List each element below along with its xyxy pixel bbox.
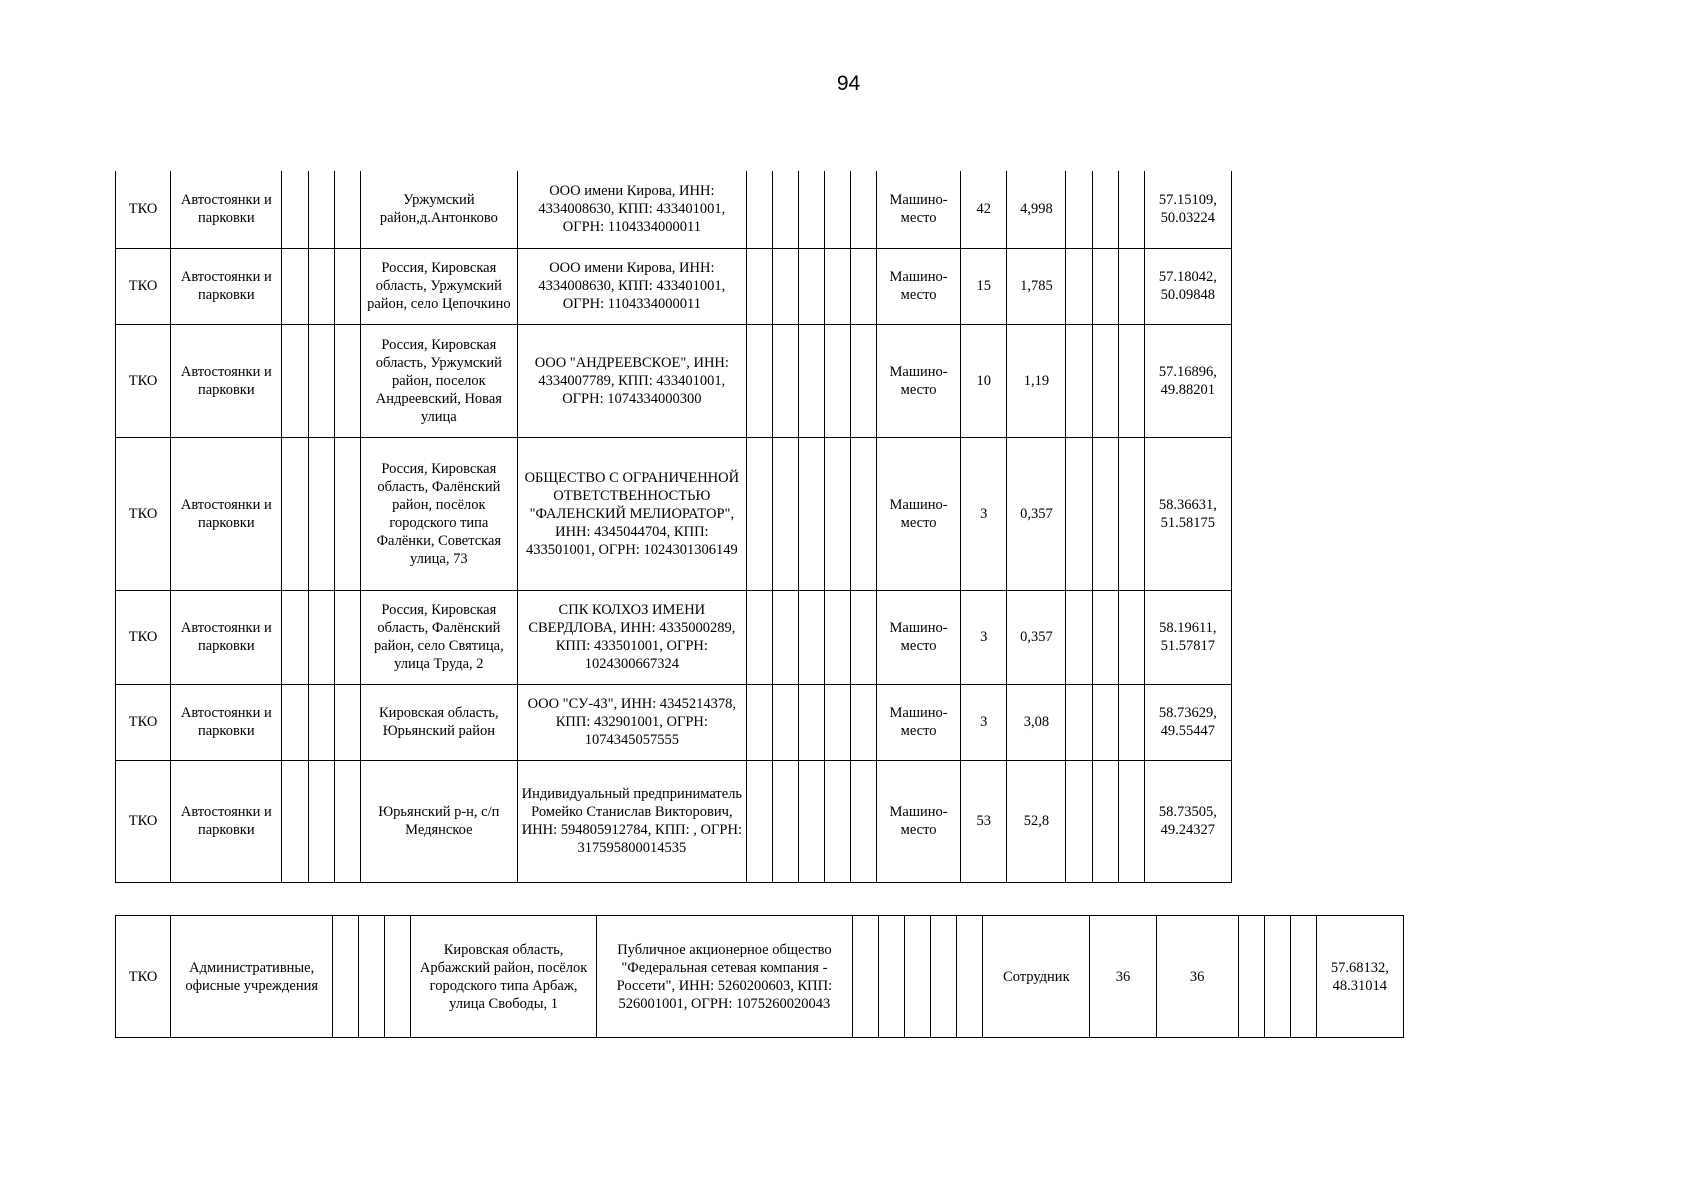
empty-cell xyxy=(824,684,850,760)
empty-cell xyxy=(824,324,850,437)
empty-cell xyxy=(282,684,308,760)
empty-cell xyxy=(746,760,772,882)
volume-cell: 0,357 xyxy=(1007,590,1066,684)
empty-cell xyxy=(1066,324,1092,437)
empty-cell xyxy=(798,171,824,248)
empty-cell xyxy=(1092,684,1118,760)
empty-cell xyxy=(1066,248,1092,324)
unit-cell: Сотрудник xyxy=(983,916,1090,1038)
source-type-cell: ТКО xyxy=(116,324,171,437)
empty-cell xyxy=(772,324,798,437)
coordinates-cell: 57.15109, 50.03224 xyxy=(1144,171,1231,248)
empty-cell xyxy=(1118,684,1144,760)
empty-cell xyxy=(772,248,798,324)
table-row xyxy=(116,684,1232,760)
empty-cell xyxy=(746,248,772,324)
empty-cell xyxy=(798,684,824,760)
empty-cell xyxy=(1092,324,1118,437)
empty-cell xyxy=(850,760,876,882)
empty-cell xyxy=(824,760,850,882)
waste-sources-table-body xyxy=(116,171,1232,882)
table-row xyxy=(116,760,1232,882)
coordinates-cell: 57.68132, 48.31014 xyxy=(1316,916,1403,1038)
empty-cell xyxy=(905,916,931,1038)
empty-cell xyxy=(1066,171,1092,248)
empty-cell xyxy=(334,171,360,248)
empty-cell xyxy=(1118,248,1144,324)
empty-cell xyxy=(746,684,772,760)
empty-cell xyxy=(334,590,360,684)
address-cell: Россия, Кировская область, Фалёнский район, село Святица, улица Труда, 2 xyxy=(360,590,517,684)
category-cell: Административные, офисные учреждения xyxy=(171,916,333,1038)
source-type-cell: ТКО xyxy=(116,171,171,248)
address-cell: Кировская область, Юрьянский район xyxy=(360,684,517,760)
empty-cell xyxy=(1238,916,1264,1038)
source-type-cell: ТКО xyxy=(116,437,171,590)
table-row xyxy=(116,590,1232,684)
empty-cell xyxy=(746,590,772,684)
empty-cell xyxy=(772,684,798,760)
coordinates-cell: 58.36631, 51.58175 xyxy=(1144,437,1231,590)
empty-cell xyxy=(772,590,798,684)
empty-cell xyxy=(282,437,308,590)
empty-cell xyxy=(824,590,850,684)
empty-cell xyxy=(359,916,385,1038)
coordinates-cell: 58.19611, 51.57817 xyxy=(1144,590,1231,684)
empty-cell xyxy=(308,684,334,760)
empty-cell xyxy=(824,248,850,324)
empty-cell xyxy=(1092,590,1118,684)
category-cell: Автостоянки и парковки xyxy=(171,248,282,324)
table-row xyxy=(116,248,1232,324)
table-row xyxy=(116,324,1232,437)
category-cell: Автостоянки и парковки xyxy=(171,324,282,437)
empty-cell xyxy=(308,590,334,684)
empty-cell xyxy=(308,760,334,882)
owner-cell: СПК КОЛХОЗ ИМЕНИ СВЕРДЛОВА, ИНН: 4335000289, КПП: 433501001, ОГРН: 1024300667324 xyxy=(518,590,747,684)
empty-cell xyxy=(282,760,308,882)
count-cell: 10 xyxy=(961,324,1007,437)
empty-cell xyxy=(850,684,876,760)
empty-cell xyxy=(798,437,824,590)
empty-cell xyxy=(333,916,359,1038)
empty-cell xyxy=(1092,437,1118,590)
owner-cell: ООО имени Кирова, ИНН: 4334008630, КПП: 433401001, ОГРН: 1104334000011 xyxy=(518,171,747,248)
empty-cell xyxy=(850,248,876,324)
empty-cell xyxy=(1066,760,1092,882)
empty-cell xyxy=(746,437,772,590)
address-cell: Кировская область, Арбажский район, посёлок городского типа Арбаж, улица Свободы, 1 xyxy=(411,916,596,1038)
owner-cell: ООО "АНДРЕЕВСКОЕ", ИНН: 4334007789, КПП: 433401001, ОГРН: 1074334000300 xyxy=(518,324,747,437)
empty-cell xyxy=(334,760,360,882)
coordinates-cell: 58.73629, 49.55447 xyxy=(1144,684,1231,760)
volume-cell: 36 xyxy=(1156,916,1238,1038)
empty-cell xyxy=(282,171,308,248)
empty-cell xyxy=(798,324,824,437)
table-row xyxy=(116,437,1232,590)
empty-cell xyxy=(1092,248,1118,324)
owner-cell: ООО "СУ-43", ИНН: 4345214378, КПП: 432901001, ОГРН: 1074345057555 xyxy=(518,684,747,760)
category-cell: Автостоянки и парковки xyxy=(171,684,282,760)
empty-cell xyxy=(957,916,983,1038)
empty-cell xyxy=(931,916,957,1038)
waste-sources-table xyxy=(115,171,1232,883)
unit-cell: Машино-место xyxy=(876,248,960,324)
empty-cell xyxy=(772,760,798,882)
source-type-cell: ТКО xyxy=(116,684,171,760)
count-cell: 3 xyxy=(961,590,1007,684)
owner-cell: Публичное акционерное общество "Федеральная сетевая компания - Россети", ИНН: 5260200603, КПП: 526001001, ОГРН: 1075260020043 xyxy=(596,916,852,1038)
empty-cell xyxy=(798,760,824,882)
empty-cell xyxy=(334,324,360,437)
empty-cell xyxy=(1066,684,1092,760)
empty-cell xyxy=(282,324,308,437)
empty-cell xyxy=(1118,760,1144,882)
volume-cell: 1,19 xyxy=(1007,324,1066,437)
empty-cell xyxy=(1092,760,1118,882)
page-number: 94 xyxy=(836,72,861,95)
owner-cell: Индивидуальный предприниматель Ромейко Станислав Викторович, ИНН: 594805912784, КПП: , ОГРН: 317595800014535 xyxy=(518,760,747,882)
empty-cell xyxy=(282,590,308,684)
source-type-cell: ТКО xyxy=(116,916,171,1038)
coordinates-cell: 57.18042, 50.09848 xyxy=(1144,248,1231,324)
address-cell: Юрьянский р-н, с/п Медянское xyxy=(360,760,517,882)
unit-cell: Машино-место xyxy=(876,684,960,760)
address-cell: Россия, Кировская область, Фалёнский район, посёлок городского типа Фалёнки, Советская улица, 73 xyxy=(360,437,517,590)
count-cell: 53 xyxy=(961,760,1007,882)
empty-cell xyxy=(879,916,905,1038)
empty-cell xyxy=(1092,171,1118,248)
office-sources-table-body xyxy=(116,916,1404,1038)
empty-cell xyxy=(798,590,824,684)
empty-cell xyxy=(746,171,772,248)
empty-cell xyxy=(850,324,876,437)
empty-cell xyxy=(334,248,360,324)
empty-cell xyxy=(850,590,876,684)
empty-cell xyxy=(1118,171,1144,248)
category-cell: Автостоянки и парковки xyxy=(171,171,282,248)
empty-cell xyxy=(308,248,334,324)
address-cell: Россия, Кировская область, Уржумский район, поселок Андреевский, Новая улица xyxy=(360,324,517,437)
count-cell: 15 xyxy=(961,248,1007,324)
empty-cell xyxy=(1066,590,1092,684)
empty-cell xyxy=(746,324,772,437)
category-cell: Автостоянки и парковки xyxy=(171,590,282,684)
office-sources-table xyxy=(115,915,1404,1038)
empty-cell xyxy=(1118,590,1144,684)
address-cell: Уржумский район,д.Антонково xyxy=(360,171,517,248)
empty-cell xyxy=(772,437,798,590)
category-cell: Автостоянки и парковки xyxy=(171,760,282,882)
empty-cell xyxy=(334,684,360,760)
empty-cell xyxy=(850,437,876,590)
unit-cell: Машино-место xyxy=(876,590,960,684)
count-cell: 36 xyxy=(1090,916,1156,1038)
category-cell: Автостоянки и парковки xyxy=(171,437,282,590)
count-cell: 3 xyxy=(961,684,1007,760)
empty-cell xyxy=(772,171,798,248)
volume-cell: 1,785 xyxy=(1007,248,1066,324)
table-row xyxy=(116,171,1232,248)
unit-cell: Машино-место xyxy=(876,437,960,590)
table-row xyxy=(116,916,1404,1038)
empty-cell xyxy=(1066,437,1092,590)
coordinates-cell: 58.73505, 49.24327 xyxy=(1144,760,1231,882)
empty-cell xyxy=(1264,916,1290,1038)
volume-cell: 4,998 xyxy=(1007,171,1066,248)
empty-cell xyxy=(385,916,411,1038)
empty-cell xyxy=(853,916,879,1038)
empty-cell xyxy=(1118,324,1144,437)
count-cell: 3 xyxy=(961,437,1007,590)
unit-cell: Машино-место xyxy=(876,760,960,882)
empty-cell xyxy=(308,437,334,590)
empty-cell xyxy=(824,171,850,248)
volume-cell: 3,08 xyxy=(1007,684,1066,760)
empty-cell xyxy=(850,171,876,248)
source-type-cell: ТКО xyxy=(116,760,171,882)
owner-cell: ОБЩЕСТВО С ОГРАНИЧЕННОЙ ОТВЕТСТВЕННОСТЬЮ "ФАЛЕНСКИЙ МЕЛИОРАТОР", ИНН: 4345044704, КПП: 433501001, ОГРН: 1024301306149 xyxy=(518,437,747,590)
empty-cell xyxy=(308,171,334,248)
volume-cell: 52,8 xyxy=(1007,760,1066,882)
source-type-cell: ТКО xyxy=(116,590,171,684)
address-cell: Россия, Кировская область, Уржумский район, село Цепочкино xyxy=(360,248,517,324)
count-cell: 42 xyxy=(961,171,1007,248)
unit-cell: Машино-место xyxy=(876,324,960,437)
source-type-cell: ТКО xyxy=(116,248,171,324)
empty-cell xyxy=(308,324,334,437)
empty-cell xyxy=(282,248,308,324)
empty-cell xyxy=(1290,916,1316,1038)
empty-cell xyxy=(334,437,360,590)
empty-cell xyxy=(798,248,824,324)
empty-cell xyxy=(1118,437,1144,590)
unit-cell: Машино-место xyxy=(876,171,960,248)
empty-cell xyxy=(824,437,850,590)
coordinates-cell: 57.16896, 49.88201 xyxy=(1144,324,1231,437)
volume-cell: 0,357 xyxy=(1007,437,1066,590)
owner-cell: ООО имени Кирова, ИНН: 4334008630, КПП: 433401001, ОГРН: 1104334000011 xyxy=(518,248,747,324)
